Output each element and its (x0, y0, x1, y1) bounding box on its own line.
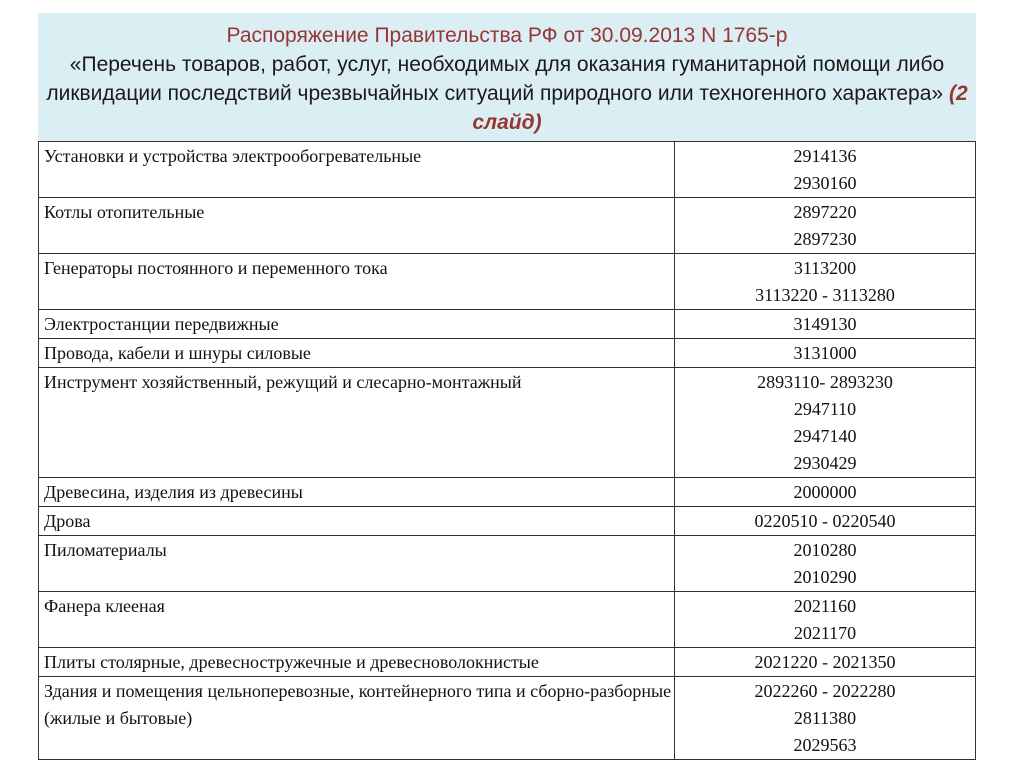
goods-codes-cell (675, 368, 976, 478)
table-row (39, 310, 976, 339)
okp-code: 2897230 (793, 229, 857, 249)
okp-code: 0220510 - 0220540 (754, 511, 896, 531)
goods-codes-cell (675, 478, 976, 507)
okp-code: 2010290 (793, 567, 857, 587)
okp-code: 2930160 (793, 173, 857, 193)
list-title (38, 50, 976, 137)
goods-name-cell (39, 507, 675, 536)
okp-code: 2914136 (793, 146, 857, 166)
goods-name-cell (39, 310, 675, 339)
okp-code: 3149130 (793, 314, 857, 334)
goods-name: Котлы отопительные (44, 202, 205, 222)
goods-name: Провода, кабели и шнуры силовые (44, 343, 311, 363)
goods-name: Фанера клееная (44, 596, 165, 616)
okp-code: 3113200 (793, 258, 857, 278)
table-row (39, 648, 976, 677)
goods-name-cell (39, 677, 675, 760)
okp-code: 2021220 - 2021350 (754, 652, 896, 672)
goods-codes-cell (675, 339, 976, 368)
okp-code: 3113220 - 3113280 (755, 285, 895, 305)
goods-table-body (39, 142, 976, 760)
goods-name: Дрова (44, 511, 91, 531)
goods-name: Древесина, изделия из древесины (44, 482, 303, 502)
okp-code: 2000000 (793, 482, 857, 502)
table-row (39, 592, 976, 648)
goods-name: Инструмент хозяйственный, режущий и слесарно-монтажный (44, 372, 522, 392)
goods-name-cell (39, 254, 675, 310)
goods-codes-cell (675, 592, 976, 648)
goods-name-cell (39, 368, 675, 478)
okp-code: 2021160 (793, 596, 857, 616)
okp-code: 2897220 (793, 202, 857, 222)
table-row (39, 677, 976, 760)
okp-code: 2022260 - 2022280 (754, 681, 896, 701)
table-row (39, 507, 976, 536)
goods-name-cell (39, 648, 675, 677)
goods-name-cell (39, 142, 675, 198)
goods-codes-cell (675, 254, 976, 310)
table-row (39, 142, 976, 198)
goods-name: Установки и устройства электрообогревательные (44, 146, 422, 166)
goods-codes-cell (675, 198, 976, 254)
okp-code: 2811380 (793, 708, 857, 728)
okp-code: 2029563 (793, 735, 857, 755)
goods-codes-cell (675, 142, 976, 198)
goods-codes-cell (675, 310, 976, 339)
goods-codes-cell (675, 648, 976, 677)
okp-code: 2021170 (793, 623, 857, 643)
goods-name-cell (39, 478, 675, 507)
goods-name: Электростанции передвижные (44, 314, 279, 334)
goods-name-cell (39, 592, 675, 648)
slide-number-tag: (2 слайд) (472, 82, 968, 134)
okp-code: 2893110- 2893230 (757, 372, 893, 392)
decree-title: Распоряжение Правительства РФ от 30.09.2013 N 1765-р (226, 24, 788, 47)
goods-codes-cell (675, 536, 976, 592)
goods-name-cell (39, 536, 675, 592)
table-row (39, 254, 976, 310)
goods-codes-cell (675, 507, 976, 536)
okp-code: 2947110 (793, 399, 857, 419)
okp-code: 2010280 (793, 540, 857, 560)
table-row (39, 478, 976, 507)
okp-code: 2930429 (793, 453, 857, 473)
goods-name: Плиты столярные, древесностружечные и древесноволокнистые (44, 652, 539, 672)
goods-table (38, 141, 976, 760)
okp-code: 3131000 (793, 343, 857, 363)
table-row (39, 536, 976, 592)
list-title-text: «Перечень товаров, работ, услуг, необходимых для оказания гуманитарной помощи либо ликвидации последствий чрезвычайных ситуаций природного или техногенного характера» (46, 53, 945, 105)
slide-header (38, 13, 976, 141)
goods-name-cell (39, 198, 675, 254)
goods-codes-cell (675, 677, 976, 760)
goods-name-cell (39, 339, 675, 368)
goods-name: Генераторы постоянного и переменного тока (44, 258, 388, 278)
goods-name: Здания и помещения цельноперевозные, контейнерного типа и сборно-разборные (жилые и бытовые) (44, 681, 672, 728)
goods-name: Пиломатериалы (44, 540, 167, 560)
okp-code: 2947140 (793, 426, 857, 446)
table-row (39, 198, 976, 254)
table-row (39, 339, 976, 368)
table-row (39, 368, 976, 478)
